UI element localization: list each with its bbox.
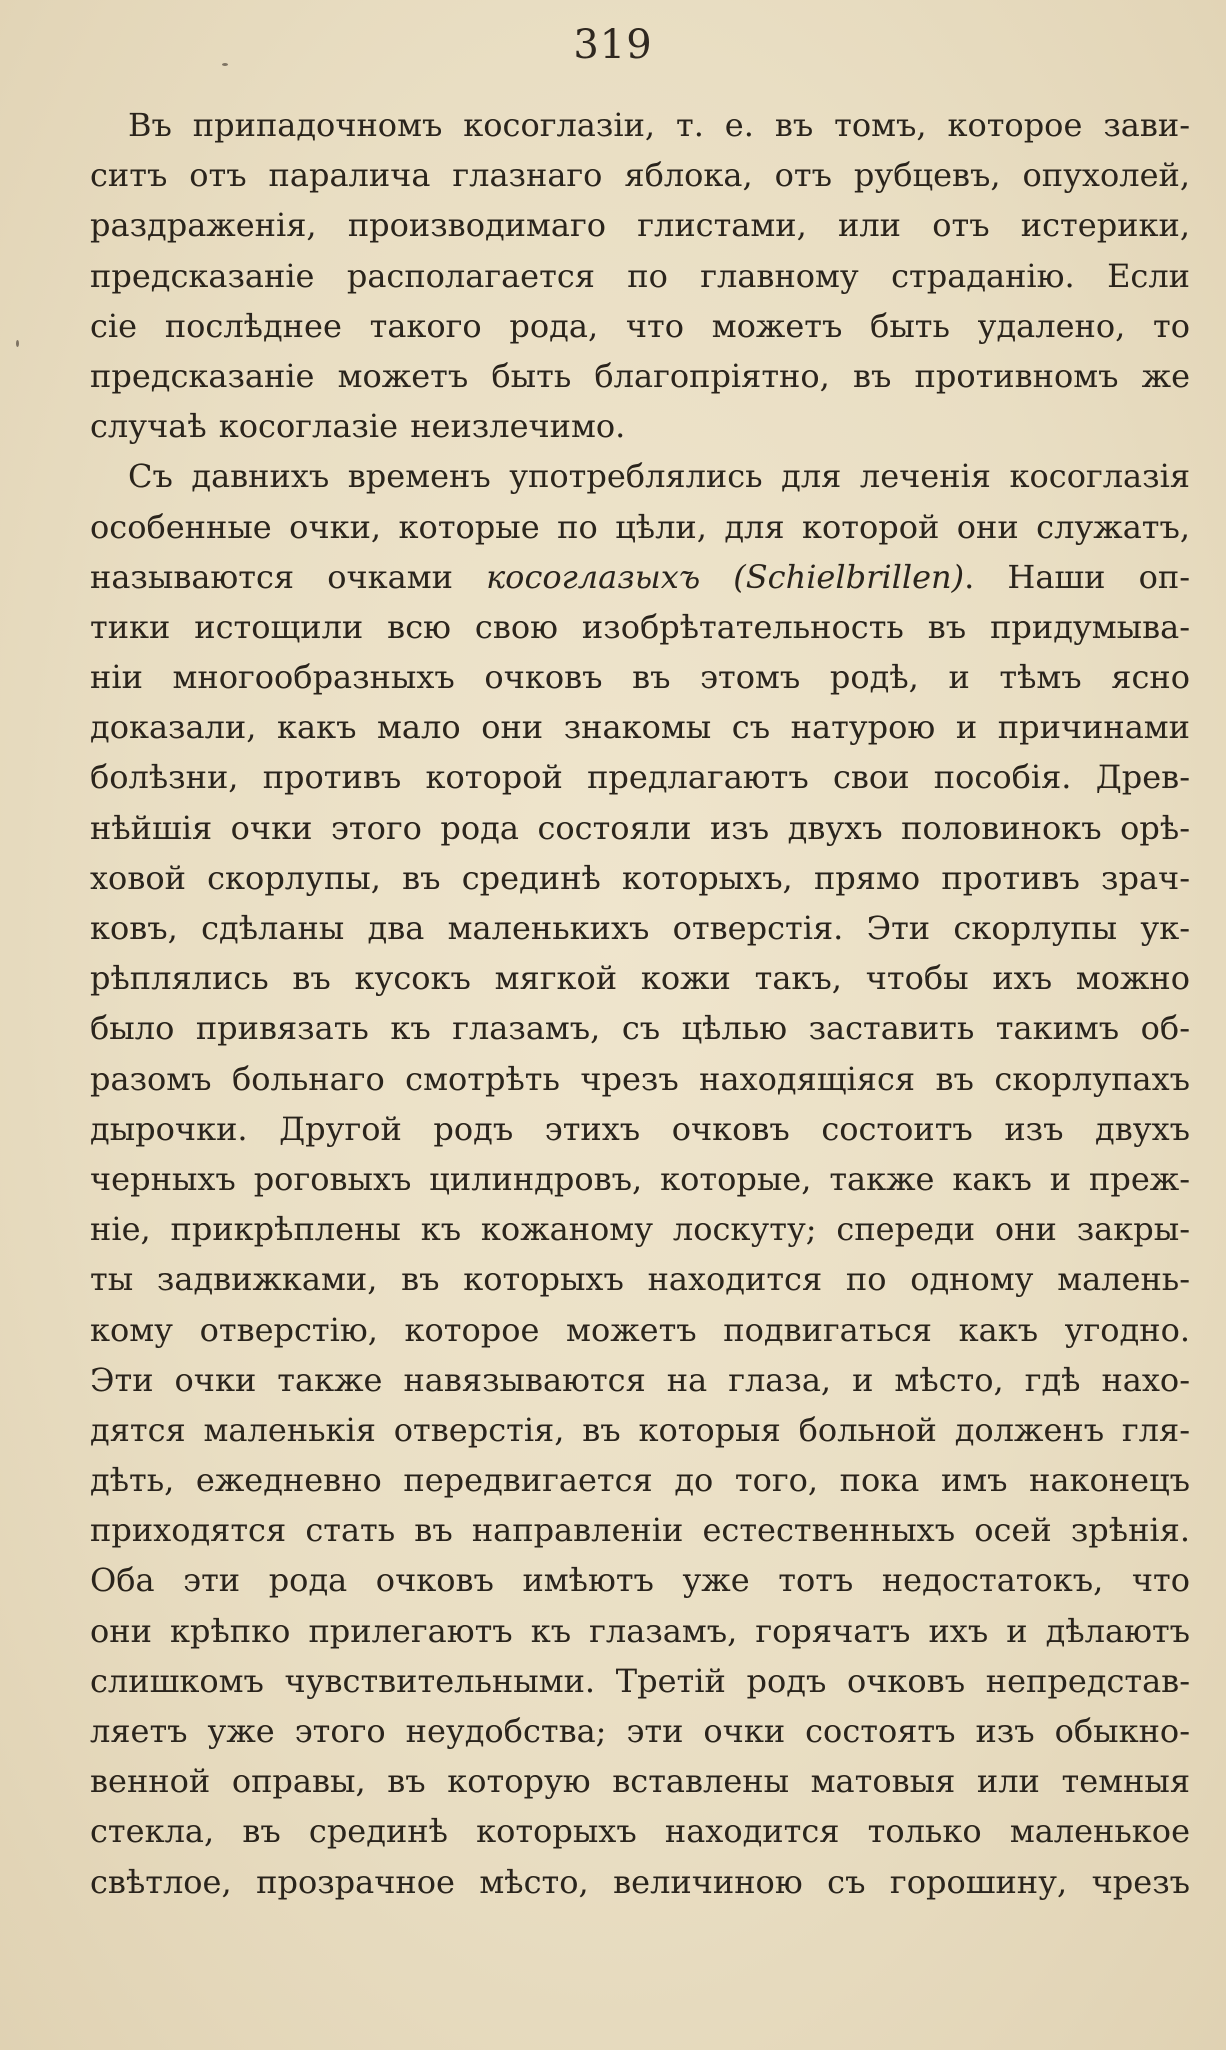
text-line: стекла, въ срединѣ которыхъ находится только маленькое [90, 1812, 1190, 1851]
text-line: ніе, прикрѣплены къ кожаному лоскуту; спереди они закры- [90, 1210, 1190, 1249]
text-line: тики истощили всю свою изобрѣтательность въ придумыва- [90, 607, 1190, 646]
text-line: черныхъ роговыхъ цилиндровъ, которые, также какъ и преж- [90, 1159, 1190, 1198]
text-line: Въ припадочномъ косоглазіи, т. е. въ томъ, которое зави- [128, 106, 1190, 144]
text-line: они крѣпко прилегаютъ къ глазамъ, горячатъ ихъ и дѣлаютъ [90, 1611, 1190, 1650]
text-line: ситъ отъ паралича глазнаго яблока, отъ рубцевъ, опухолей, [90, 156, 1190, 195]
text-run: называются очками [90, 557, 487, 596]
text-line: Эти очки также навязываются на глаза, и мѣсто, гдѣ нахо- [90, 1360, 1190, 1399]
text-line: дятся маленькія отверстія, въ которыя больной долженъ гля- [90, 1410, 1190, 1449]
text-line: свѣтлое, прозрачное мѣсто, величиною съ горошину, чрезъ [90, 1862, 1190, 1901]
text-line: венной оправы, въ которую вставлены матовыя или темныя [90, 1762, 1190, 1801]
text-run: . Наши оп- [964, 557, 1191, 596]
ink-speck [16, 340, 19, 347]
text-line: ховой скорлупы, въ срединѣ которыхъ, прямо противъ зрач- [90, 858, 1190, 897]
page-number: 319 [573, 22, 653, 68]
text-line: сіе послѣднее такого рода, что можетъ быть удалено, то [90, 306, 1190, 345]
text-line: кому отверстію, которое можетъ подвигаться какъ угодно. [90, 1310, 1190, 1349]
text-line: дырочки. Другой родъ этихъ очковъ состоитъ изъ двухъ [90, 1109, 1190, 1148]
italic-term: косоглазыхъ (Schielbrillen) [486, 557, 965, 596]
body-text [90, 100, 1190, 1907]
text-line: ты задвижками, въ которыхъ находится по одному малень- [90, 1260, 1190, 1299]
text-line: нѣйшія очки этого рода состояли изъ двухъ половинокъ орѣ- [90, 808, 1190, 847]
text-line: рѣплялись въ кусокъ мягкой кожи такъ, чтобы ихъ можно [90, 959, 1190, 998]
paragraph-2 [90, 451, 1190, 1906]
text-line: ляетъ уже этого неудобства; эти очки состоятъ изъ обыкно- [90, 1712, 1190, 1750]
text-line: раздраженія, производимаго глистами, или отъ истерики, [90, 206, 1190, 245]
text-line: ковъ, сдѣланы два маленькихъ отверстія. Эти скорлупы ук- [90, 909, 1190, 947]
text-line: предсказаніе располагается по главному страданію. Если [90, 256, 1190, 295]
text-line: приходятся стать въ направленіи естественныхъ осей зрѣнія. [90, 1511, 1190, 1550]
ink-speck [222, 63, 228, 66]
text-line: было привязать къ глазамъ, съ цѣлью заставить такимъ об- [90, 1009, 1190, 1048]
text-line: Съ давнихъ временъ употреблялись для леченія косоглазія [128, 457, 1190, 496]
text-line-with-italic [90, 552, 1190, 602]
text-line: разомъ больнаго смотрѣть чрезъ находящіяся въ скорлупахъ [90, 1059, 1190, 1098]
text-line: случаѣ косоглазіе неизлечимо. [90, 407, 626, 446]
text-line: слишкомъ чувствительными. Третій родъ очковъ непредстав- [90, 1661, 1190, 1700]
paragraph-1 [90, 100, 1190, 451]
text-line: болѣзни, противъ которой предлагаютъ свои пособія. Древ- [90, 758, 1190, 797]
text-line: дѣть, ежедневно передвигается до того, пока имъ наконецъ [90, 1461, 1190, 1500]
text-line: доказали, какъ мало они знакомы съ натурою и причинами [90, 708, 1190, 747]
text-line: особенные очки, которые по цѣли, для которой они служатъ, [90, 507, 1190, 546]
text-line: Оба эти рода очковъ имѣютъ уже тотъ недостатокъ, что [90, 1561, 1190, 1600]
text-line: предсказаніе можетъ быть благопріятно, въ противномъ же [90, 356, 1190, 395]
text-line: ніи многообразныхъ очковъ въ этомъ родѣ, и тѣмъ ясно [90, 658, 1190, 697]
